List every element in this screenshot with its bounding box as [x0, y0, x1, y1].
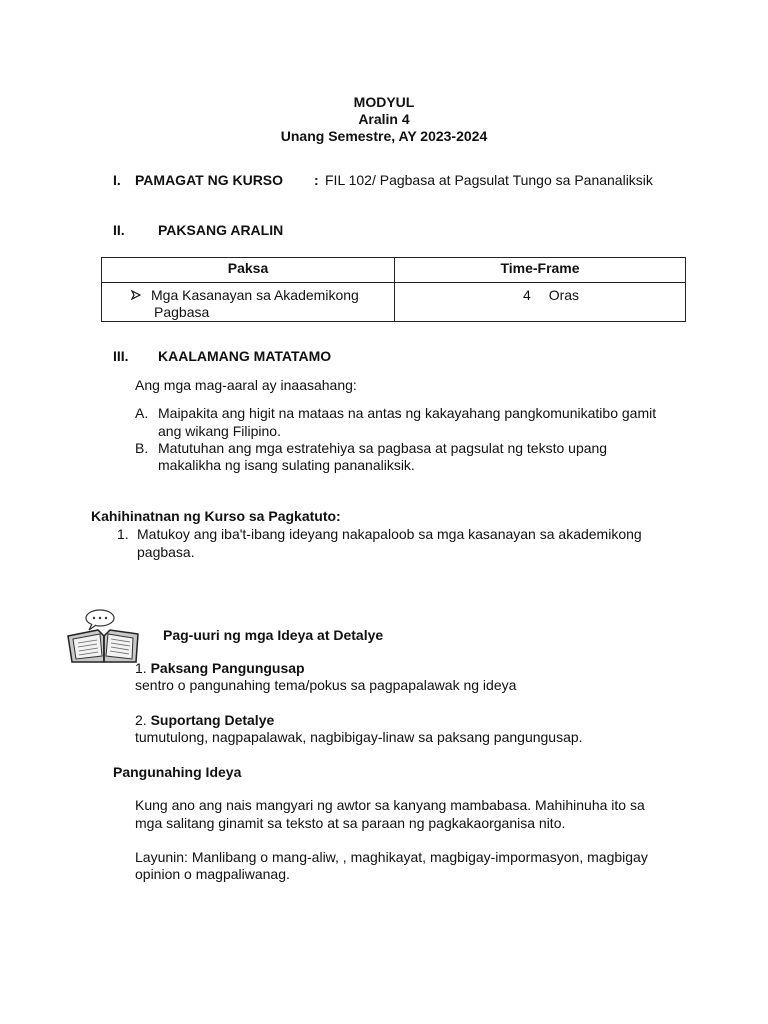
purpose-line1: Layunin: Manlibang o mang-aliw, , maghikayat, magbigay-impormasyon, magbigay — [135, 849, 648, 865]
main-idea-para1-line1: Kung ano ang nais mangyari ng awtor sa kanyang mambabasa. Mahihinuha ito sa — [135, 797, 645, 813]
topics-table — [101, 257, 686, 322]
topic-text-line1: Mga Kasanayan sa Akademikong — [151, 287, 359, 303]
arrow-bullet-icon — [131, 287, 151, 304]
lesson-title: Pag-uuri ng mga Ideya at Detalye — [163, 627, 384, 643]
outcome-1-line1: Matukoy ang iba't-ibang ideyang nakapaloob sa mga kasanayan sa akademikong — [137, 526, 642, 542]
topic-cell — [102, 283, 395, 322]
outcomes-heading: Kahihinatnan ng Kurso sa Pagkatuto: — [91, 508, 341, 524]
point-2-number: 2. — [135, 712, 147, 728]
table-row — [102, 283, 686, 322]
point-1-number: 1. — [135, 660, 147, 676]
section-2-numeral: II. — [113, 222, 125, 238]
objective-b-line2: makalikha ng isang sulating pananaliksik. — [158, 457, 415, 473]
module-title: MODYUL — [353, 94, 415, 110]
section-1-numeral: I. — [113, 172, 121, 188]
objective-marker-a: A. — [135, 405, 149, 421]
point-1-term: Paksang Pangungusap — [150, 660, 305, 676]
purpose-line2: opinion o magpaliwanag. — [135, 866, 290, 882]
objective-b-line1: Matutuhan ang mga estratehiya sa pagbasa at pagsulat ng teksto upang — [158, 440, 608, 456]
section-3-numeral: III. — [113, 348, 129, 364]
objectives-intro: Ang mga mag-aaral ay inaasahang: — [135, 377, 357, 393]
main-idea-heading: Pangunahing Ideya — [113, 764, 242, 780]
table-header-topic: Paksa — [102, 258, 395, 283]
point-1-definition: sentro o pangunahing tema/pokus sa pagpapalawak ng ideya — [135, 677, 517, 693]
point-2-heading — [135, 712, 274, 729]
semester-line: Unang Semestre, AY 2023-2024 — [280, 128, 488, 144]
open-book-icon — [64, 606, 144, 666]
section-2-label: PAKSANG ARALIN — [158, 222, 284, 238]
objective-a-line2: ang wikang Filipino. — [158, 423, 281, 439]
point-1-heading — [135, 660, 305, 677]
objective-marker-b: B. — [135, 440, 149, 456]
lesson-number: Aralin 4 — [358, 111, 410, 127]
course-title: FIL 102/ Pagbasa at Pagsulat Tungo sa Pananaliksik — [325, 172, 653, 188]
section-1-colon: : — [314, 172, 319, 188]
timeframe-number: 4 — [523, 287, 531, 303]
point-2-definition: tumutulong, nagpapalawak, nagbibigay-linaw sa paksang pangungusap. — [135, 729, 583, 745]
main-idea-para1-line2: mga salitang ginamit sa teksto at sa paraan ng pagkakaorganisa nito. — [135, 815, 566, 831]
timeframe-unit: Oras — [548, 287, 580, 303]
table-header-timeframe: Time-Frame — [395, 258, 686, 283]
timeframe-cell — [395, 283, 686, 322]
section-3-label: KAALAMANG MATATAMO — [158, 348, 332, 364]
objective-a-line1: Maipakita ang higit na mataas na antas ng kakayahang pangkomunikatibo gamit — [158, 405, 657, 421]
outcome-marker-1: 1. — [117, 526, 129, 542]
point-2-term: Suportang Detalye — [150, 712, 275, 728]
topic-text-line2: Pagbasa — [154, 304, 210, 320]
section-1-label: PAMAGAT NG KURSO — [135, 172, 284, 188]
outcome-1-line2: pagbasa. — [137, 544, 195, 560]
